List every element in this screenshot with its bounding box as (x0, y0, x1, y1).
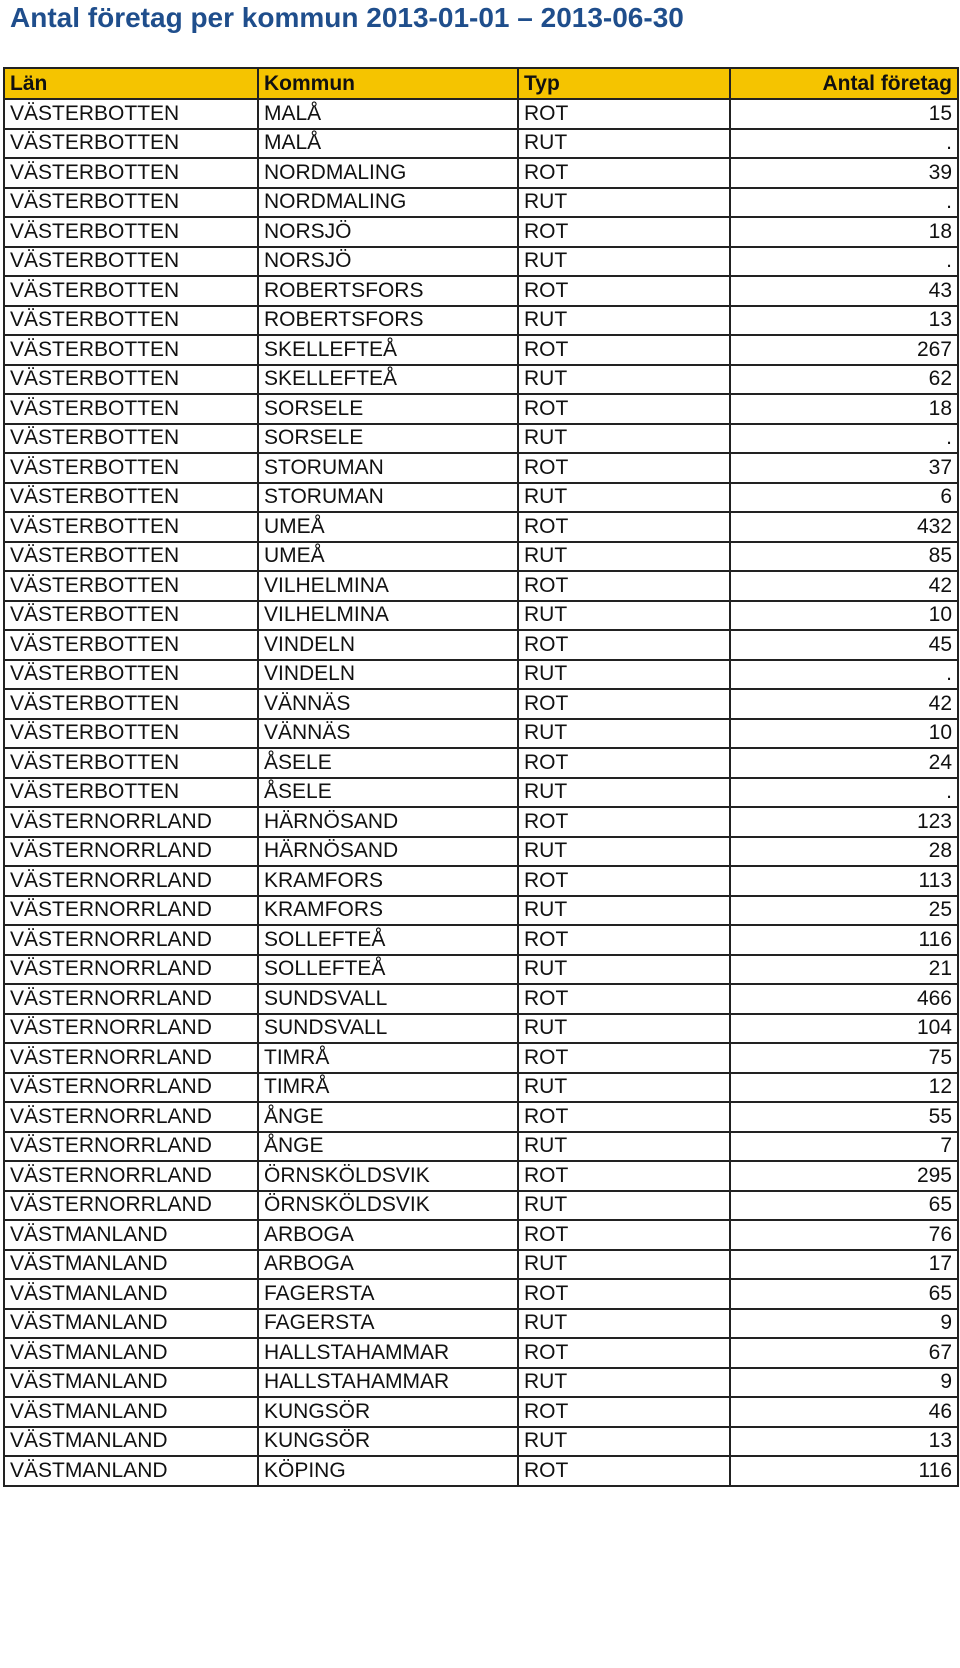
cell-typ: RUT (518, 837, 730, 867)
cell-typ: ROT (518, 1279, 730, 1309)
cell-lan: VÄSTERBOTTEN (4, 188, 258, 218)
cell-antal: 43 (730, 276, 958, 306)
table-row (4, 158, 958, 188)
cell-typ: RUT (518, 660, 730, 690)
cell-typ: ROT (518, 807, 730, 837)
cell-lan: VÄSTMANLAND (4, 1427, 258, 1457)
table-row (4, 807, 958, 837)
cell-kommun: ÅSELE (258, 778, 518, 808)
table-row (4, 276, 958, 306)
cell-kommun: FAGERSTA (258, 1309, 518, 1339)
cell-kommun: NORSJÖ (258, 217, 518, 247)
cell-typ: ROT (518, 276, 730, 306)
table-row (4, 306, 958, 336)
cell-typ: ROT (518, 394, 730, 424)
cell-lan: VÄSTERNORRLAND (4, 866, 258, 896)
cell-kommun: TIMRÅ (258, 1043, 518, 1073)
cell-antal: 18 (730, 217, 958, 247)
cell-lan: VÄSTERNORRLAND (4, 1161, 258, 1191)
cell-antal: 62 (730, 365, 958, 395)
cell-antal: 6 (730, 483, 958, 513)
cell-lan: VÄSTERBOTTEN (4, 660, 258, 690)
table-body (4, 99, 958, 1486)
table-row (4, 896, 958, 926)
cell-lan: VÄSTERBOTTEN (4, 158, 258, 188)
table-row (4, 1161, 958, 1191)
cell-typ: ROT (518, 1161, 730, 1191)
table-row (4, 129, 958, 159)
cell-antal: 17 (730, 1250, 958, 1280)
table-row (4, 1427, 958, 1457)
cell-typ: ROT (518, 1102, 730, 1132)
cell-lan: VÄSTMANLAND (4, 1397, 258, 1427)
table-row (4, 99, 958, 129)
cell-kommun: VILHELMINA (258, 601, 518, 631)
cell-lan: VÄSTERBOTTEN (4, 483, 258, 513)
table-row (4, 512, 958, 542)
cell-antal: 15 (730, 99, 958, 129)
table-row (4, 1338, 958, 1368)
cell-typ: RUT (518, 1309, 730, 1339)
cell-antal: 65 (730, 1191, 958, 1221)
cell-lan: VÄSTERNORRLAND (4, 807, 258, 837)
cell-typ: ROT (518, 925, 730, 955)
table-row (4, 483, 958, 513)
cell-lan: VÄSTERBOTTEN (4, 601, 258, 631)
table-header (4, 68, 958, 99)
cell-typ: RUT (518, 601, 730, 631)
cell-typ: ROT (518, 630, 730, 660)
table-row (4, 630, 958, 660)
cell-kommun: SORSELE (258, 394, 518, 424)
cell-antal: 10 (730, 601, 958, 631)
cell-typ: ROT (518, 217, 730, 247)
cell-lan: VÄSTERBOTTEN (4, 542, 258, 572)
cell-lan: VÄSTMANLAND (4, 1279, 258, 1309)
table-row (4, 247, 958, 277)
table-row (4, 188, 958, 218)
cell-typ: RUT (518, 483, 730, 513)
cell-kommun: ÅSELE (258, 748, 518, 778)
cell-kommun: TIMRÅ (258, 1073, 518, 1103)
cell-kommun: KRAMFORS (258, 866, 518, 896)
cell-antal: 9 (730, 1368, 958, 1398)
table-row (4, 1456, 958, 1486)
cell-lan: VÄSTERBOTTEN (4, 424, 258, 454)
cell-lan: VÄSTERNORRLAND (4, 1073, 258, 1103)
cell-kommun: NORSJÖ (258, 247, 518, 277)
cell-kommun: SKELLEFTEÅ (258, 335, 518, 365)
cell-kommun: HÄRNÖSAND (258, 837, 518, 867)
cell-lan: VÄSTERNORRLAND (4, 1102, 258, 1132)
cell-antal: 113 (730, 866, 958, 896)
cell-antal: . (730, 188, 958, 218)
cell-typ: RUT (518, 1250, 730, 1280)
cell-lan: VÄSTMANLAND (4, 1220, 258, 1250)
cell-lan: VÄSTERBOTTEN (4, 247, 258, 277)
cell-typ: ROT (518, 1043, 730, 1073)
cell-antal: 85 (730, 542, 958, 572)
cell-antal: 116 (730, 1456, 958, 1486)
cell-typ: ROT (518, 335, 730, 365)
table-row (4, 955, 958, 985)
cell-lan: VÄSTERBOTTEN (4, 276, 258, 306)
cell-lan: VÄSTERNORRLAND (4, 1132, 258, 1162)
cell-kommun: STORUMAN (258, 483, 518, 513)
cell-kommun: ÖRNSKÖLDSVIK (258, 1161, 518, 1191)
table-row (4, 660, 958, 690)
cell-antal: 25 (730, 896, 958, 926)
cell-antal: . (730, 778, 958, 808)
cell-lan: VÄSTERBOTTEN (4, 748, 258, 778)
cell-lan: VÄSTERNORRLAND (4, 955, 258, 985)
cell-kommun: KUNGSÖR (258, 1427, 518, 1457)
cell-antal: 295 (730, 1161, 958, 1191)
table-row (4, 1309, 958, 1339)
cell-lan: VÄSTERBOTTEN (4, 512, 258, 542)
cell-antal: 67 (730, 1338, 958, 1368)
cell-kommun: VINDELN (258, 630, 518, 660)
cell-kommun: ÅNGE (258, 1102, 518, 1132)
cell-typ: ROT (518, 984, 730, 1014)
table-row (4, 601, 958, 631)
cell-typ: RUT (518, 542, 730, 572)
cell-antal: . (730, 660, 958, 690)
cell-typ: RUT (518, 129, 730, 159)
cell-lan: VÄSTERNORRLAND (4, 837, 258, 867)
cell-lan: VÄSTERNORRLAND (4, 896, 258, 926)
cell-lan: VÄSTERBOTTEN (4, 394, 258, 424)
table-row (4, 365, 958, 395)
cell-antal: 104 (730, 1014, 958, 1044)
cell-kommun: VÄNNÄS (258, 719, 518, 749)
cell-lan: VÄSTERNORRLAND (4, 1014, 258, 1044)
cell-typ: RUT (518, 1073, 730, 1103)
cell-antal: 21 (730, 955, 958, 985)
cell-antal: 116 (730, 925, 958, 955)
table-row (4, 394, 958, 424)
cell-kommun: KÖPING (258, 1456, 518, 1486)
cell-antal: 39 (730, 158, 958, 188)
cell-antal: 432 (730, 512, 958, 542)
cell-typ: ROT (518, 689, 730, 719)
cell-kommun: FAGERSTA (258, 1279, 518, 1309)
cell-kommun: NORDMALING (258, 188, 518, 218)
cell-antal: 37 (730, 453, 958, 483)
cell-typ: ROT (518, 748, 730, 778)
table-row (4, 453, 958, 483)
table-row (4, 866, 958, 896)
cell-typ: RUT (518, 955, 730, 985)
cell-typ: ROT (518, 1220, 730, 1250)
cell-typ: ROT (518, 571, 730, 601)
cell-kommun: ROBERTSFORS (258, 306, 518, 336)
cell-typ: ROT (518, 1338, 730, 1368)
column-header-kommun: Kommun (258, 68, 518, 99)
cell-lan: VÄSTERBOTTEN (4, 453, 258, 483)
column-header-lan: Län (4, 68, 258, 99)
column-header-typ: Typ (518, 68, 730, 99)
cell-lan: VÄSTERBOTTEN (4, 571, 258, 601)
cell-kommun: ARBOGA (258, 1250, 518, 1280)
cell-kommun: VILHELMINA (258, 571, 518, 601)
table-row (4, 689, 958, 719)
cell-kommun: HALLSTAHAMMAR (258, 1338, 518, 1368)
cell-kommun: HÄRNÖSAND (258, 807, 518, 837)
cell-antal: . (730, 247, 958, 277)
cell-lan: VÄSTMANLAND (4, 1250, 258, 1280)
cell-kommun: SOLLEFTEÅ (258, 925, 518, 955)
companies-table (3, 67, 959, 1487)
cell-typ: RUT (518, 188, 730, 218)
cell-kommun: HALLSTAHAMMAR (258, 1368, 518, 1398)
cell-lan: VÄSTMANLAND (4, 1368, 258, 1398)
table-row (4, 1191, 958, 1221)
cell-typ: ROT (518, 158, 730, 188)
cell-lan: VÄSTMANLAND (4, 1456, 258, 1486)
cell-typ: RUT (518, 896, 730, 926)
cell-lan: VÄSTERBOTTEN (4, 778, 258, 808)
cell-antal: 28 (730, 837, 958, 867)
cell-kommun: SKELLEFTEÅ (258, 365, 518, 395)
cell-kommun: STORUMAN (258, 453, 518, 483)
cell-typ: RUT (518, 1014, 730, 1044)
cell-lan: VÄSTERBOTTEN (4, 719, 258, 749)
table-row (4, 1220, 958, 1250)
cell-kommun: ÖRNSKÖLDSVIK (258, 1191, 518, 1221)
cell-kommun: UMEÅ (258, 512, 518, 542)
cell-kommun: SOLLEFTEÅ (258, 955, 518, 985)
cell-typ: RUT (518, 778, 730, 808)
cell-kommun: ROBERTSFORS (258, 276, 518, 306)
cell-typ: ROT (518, 512, 730, 542)
cell-lan: VÄSTERNORRLAND (4, 1043, 258, 1073)
cell-kommun: KRAMFORS (258, 896, 518, 926)
table-row (4, 542, 958, 572)
cell-antal: 46 (730, 1397, 958, 1427)
cell-typ: RUT (518, 1191, 730, 1221)
cell-kommun: MALÅ (258, 129, 518, 159)
cell-antal: 13 (730, 1427, 958, 1457)
table-row (4, 778, 958, 808)
cell-kommun: UMEÅ (258, 542, 518, 572)
table-row (4, 925, 958, 955)
cell-kommun: SUNDSVALL (258, 984, 518, 1014)
table-row (4, 1279, 958, 1309)
cell-antal: 75 (730, 1043, 958, 1073)
cell-lan: VÄSTERBOTTEN (4, 689, 258, 719)
table-row (4, 1250, 958, 1280)
cell-typ: ROT (518, 1397, 730, 1427)
cell-antal: 267 (730, 335, 958, 365)
cell-antal: 76 (730, 1220, 958, 1250)
cell-lan: VÄSTERNORRLAND (4, 925, 258, 955)
cell-antal: 45 (730, 630, 958, 660)
cell-lan: VÄSTERBOTTEN (4, 306, 258, 336)
cell-kommun: KUNGSÖR (258, 1397, 518, 1427)
cell-antal: 9 (730, 1309, 958, 1339)
table-row (4, 335, 958, 365)
cell-lan: VÄSTERNORRLAND (4, 984, 258, 1014)
table-row (4, 719, 958, 749)
cell-typ: RUT (518, 1427, 730, 1457)
cell-lan: VÄSTERBOTTEN (4, 129, 258, 159)
table-row (4, 1102, 958, 1132)
cell-antal: 13 (730, 306, 958, 336)
cell-antal: 65 (730, 1279, 958, 1309)
column-header-antal: Antal företag (730, 68, 958, 99)
cell-typ: RUT (518, 365, 730, 395)
cell-lan: VÄSTERBOTTEN (4, 630, 258, 660)
cell-lan: VÄSTMANLAND (4, 1338, 258, 1368)
table-row (4, 424, 958, 454)
cell-lan: VÄSTERBOTTEN (4, 365, 258, 395)
cell-lan: VÄSTERBOTTEN (4, 99, 258, 129)
cell-antal: 12 (730, 1073, 958, 1103)
cell-antal: 466 (730, 984, 958, 1014)
table-row (4, 837, 958, 867)
table-row (4, 1368, 958, 1398)
cell-typ: RUT (518, 306, 730, 336)
table-row (4, 748, 958, 778)
table-row (4, 1397, 958, 1427)
header-row (4, 68, 958, 99)
cell-typ: RUT (518, 424, 730, 454)
cell-antal: 42 (730, 689, 958, 719)
cell-antal: . (730, 129, 958, 159)
table-row (4, 571, 958, 601)
cell-antal: 7 (730, 1132, 958, 1162)
table-row (4, 1043, 958, 1073)
cell-antal: 18 (730, 394, 958, 424)
cell-typ: ROT (518, 453, 730, 483)
cell-typ: RUT (518, 247, 730, 277)
cell-typ: ROT (518, 99, 730, 129)
cell-antal: . (730, 424, 958, 454)
table-row (4, 1132, 958, 1162)
cell-kommun: ARBOGA (258, 1220, 518, 1250)
page-title: Antal företag per kommun 2013-01-01 – 2013-06-30 (10, 2, 684, 33)
cell-lan: VÄSTERNORRLAND (4, 1191, 258, 1221)
cell-typ: RUT (518, 1368, 730, 1398)
cell-kommun: VINDELN (258, 660, 518, 690)
cell-typ: RUT (518, 719, 730, 749)
cell-antal: 55 (730, 1102, 958, 1132)
table-row (4, 1014, 958, 1044)
table-row (4, 217, 958, 247)
cell-typ: ROT (518, 866, 730, 896)
cell-antal: 123 (730, 807, 958, 837)
cell-typ: RUT (518, 1132, 730, 1162)
cell-lan: VÄSTERBOTTEN (4, 335, 258, 365)
cell-kommun: ÅNGE (258, 1132, 518, 1162)
cell-kommun: NORDMALING (258, 158, 518, 188)
cell-kommun: VÄNNÄS (258, 689, 518, 719)
cell-typ: ROT (518, 1456, 730, 1486)
cell-antal: 24 (730, 748, 958, 778)
cell-antal: 10 (730, 719, 958, 749)
cell-kommun: SORSELE (258, 424, 518, 454)
cell-antal: 42 (730, 571, 958, 601)
table-row (4, 1073, 958, 1103)
cell-kommun: SUNDSVALL (258, 1014, 518, 1044)
cell-lan: VÄSTERBOTTEN (4, 217, 258, 247)
cell-lan: VÄSTMANLAND (4, 1309, 258, 1339)
cell-kommun: MALÅ (258, 99, 518, 129)
table-row (4, 984, 958, 1014)
